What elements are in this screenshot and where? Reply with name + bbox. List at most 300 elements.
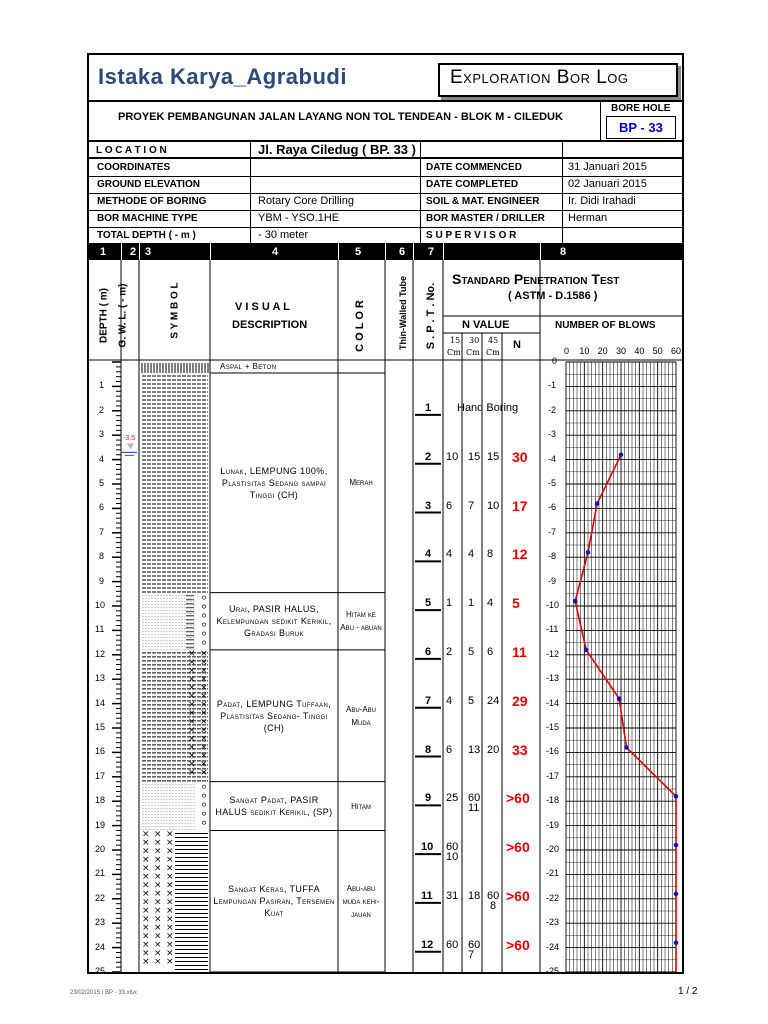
- sand-dot: [185, 793, 186, 794]
- sand-dot: [185, 817, 186, 818]
- depth-label: 13: [95, 673, 106, 684]
- sand-dot: [158, 598, 159, 599]
- sand-dot: [158, 634, 159, 635]
- sand-dot: [149, 637, 150, 638]
- tuff-x-mark: ×: [188, 767, 196, 778]
- sand-dot: [182, 643, 183, 644]
- sand-dot: [152, 814, 153, 815]
- tuff-x-mark: ×: [200, 657, 208, 668]
- location-label: L O C A T I O N: [96, 145, 167, 156]
- tuff-x-mark: ×: [188, 682, 196, 693]
- sand-dot: [158, 811, 159, 812]
- info-value-right: Ir. Didi Irahadi: [568, 195, 636, 207]
- sand-dot: [194, 784, 195, 785]
- tuff-x-mark: ×: [154, 829, 162, 840]
- spt-n-total: >60: [506, 887, 530, 904]
- gravel-circle: [202, 821, 205, 824]
- sand-dot: [152, 616, 153, 617]
- depth-label: 2: [99, 404, 105, 415]
- symbol-header: S Y M B O L: [169, 282, 181, 339]
- sand-dot: [191, 625, 192, 626]
- tuff-x-mark: ×: [188, 665, 196, 676]
- sand-dot: [170, 817, 171, 818]
- sand-dot: [191, 826, 192, 827]
- sand-dot: [182, 625, 183, 626]
- sand-dot: [179, 598, 180, 599]
- sand-dot: [191, 604, 192, 605]
- sand-dot: [188, 790, 189, 791]
- layer-description: Urai, PASIR HALUS, Kelempungan sedikit Kerikil, Gradasi Buruk: [216, 604, 332, 639]
- sand-dot: [173, 613, 174, 614]
- sand-dot: [158, 820, 159, 821]
- info-label-left: METHODE OF BORING: [97, 196, 207, 207]
- spt-n15: 25: [446, 792, 459, 805]
- sand-dot: [158, 595, 159, 596]
- layer-description: Aspal + Beton: [220, 362, 277, 371]
- spt-n15: 1: [446, 597, 453, 610]
- sand-dot: [194, 823, 195, 824]
- sand-dot: [194, 793, 195, 794]
- spt-n30: 5: [468, 645, 475, 658]
- sand-dot: [161, 811, 162, 812]
- spt-number: 6: [425, 645, 432, 658]
- sand-dot: [161, 625, 162, 626]
- sand-dot: [173, 625, 174, 626]
- spt-n-total: 30: [512, 448, 528, 465]
- sand-dot: [149, 646, 150, 647]
- neg-depth-label: -9: [548, 575, 557, 586]
- spt-n45: 15: [487, 450, 500, 463]
- sand-dot: [167, 613, 168, 614]
- sand-dot: [173, 799, 174, 800]
- sand-dot: [149, 787, 150, 788]
- sand-dot: [146, 625, 147, 626]
- sand-dot: [194, 604, 195, 605]
- sand-dot: [167, 805, 168, 806]
- sand-dot: [155, 631, 156, 632]
- blow-tick-label: 30: [616, 346, 627, 356]
- sand-dot: [158, 799, 159, 800]
- neg-depth-label: -25: [546, 966, 560, 976]
- sand-dot: [167, 619, 168, 620]
- sand-dot: [143, 604, 144, 605]
- sand-dot: [161, 784, 162, 785]
- sand-dot: [191, 613, 192, 614]
- sand-dot: [188, 601, 189, 602]
- sand-dot: [176, 829, 177, 830]
- sand-dot: [170, 637, 171, 638]
- sand-dot: [179, 640, 180, 641]
- sand-dot: [179, 613, 180, 614]
- sand-dot: [194, 799, 195, 800]
- sand-dot: [146, 793, 147, 794]
- sand-dot: [155, 619, 156, 620]
- neg-depth-label: -8: [548, 551, 557, 562]
- sand-dot: [191, 823, 192, 824]
- sand-dot: [158, 604, 159, 605]
- sand-dot: [161, 628, 162, 629]
- gwl-triangle-icon: [127, 443, 134, 449]
- company-name: Istaka Karya_Agrabudi: [98, 64, 347, 89]
- info-value-right: Herman: [568, 212, 608, 224]
- sand-dot: [146, 790, 147, 791]
- spt-n30: 15: [468, 450, 481, 463]
- sand-dot: [170, 826, 171, 827]
- sand-dot: [146, 802, 147, 803]
- sand-dot: [152, 817, 153, 818]
- sand-dot: [149, 634, 150, 635]
- sand-dot: [179, 796, 180, 797]
- sand-dot: [194, 601, 195, 602]
- tuff-x-mark: ×: [200, 691, 208, 702]
- sand-dot: [143, 607, 144, 608]
- sand-dot: [182, 802, 183, 803]
- sand-dot: [167, 814, 168, 815]
- depth-label: 15: [95, 722, 106, 732]
- tuff-x-mark: ×: [142, 939, 150, 950]
- sand-dot: [155, 616, 156, 617]
- sand-dot: [152, 604, 153, 605]
- tuff-x-mark: ×: [166, 922, 174, 933]
- tuff-x-mark: ×: [142, 846, 150, 857]
- sand-dot: [173, 598, 174, 599]
- sand-dot: [176, 823, 177, 824]
- layer-color: Hitam: [351, 801, 371, 811]
- sand-dot: [155, 646, 156, 647]
- sand-dot: [158, 601, 159, 602]
- spt-n-total: 17: [512, 497, 528, 514]
- sand-dot: [155, 820, 156, 821]
- neg-depth-label: -22: [546, 892, 560, 903]
- sand-dot: [158, 823, 159, 824]
- sand-dot: [155, 643, 156, 644]
- sand-dot: [170, 814, 171, 815]
- sand-dot: [167, 607, 168, 608]
- spt-n45: 8: [487, 548, 494, 561]
- sand-dot: [176, 799, 177, 800]
- info-label-right: S U P E R V I S O R: [426, 230, 517, 241]
- spt-number: 10: [421, 841, 434, 854]
- info-label-right: SOIL & MAT. ENGINEER: [426, 196, 540, 207]
- sand-dot: [179, 637, 180, 638]
- sand-dot: [149, 790, 150, 791]
- sand-dot: [149, 811, 150, 812]
- tuff-x-mark: ×: [188, 725, 196, 736]
- sand-dot: [149, 808, 150, 809]
- info-label-left: COORDINATES: [97, 162, 171, 173]
- gravel-circle: [202, 614, 205, 617]
- sand-dot: [143, 610, 144, 611]
- spt-n30: 60: [468, 938, 481, 951]
- sand-dot: [188, 814, 189, 815]
- sand-dot: [185, 595, 186, 596]
- spt-point: [617, 696, 622, 701]
- sand-dot: [173, 631, 174, 632]
- spt-point: [584, 648, 589, 653]
- sand-dot: [182, 622, 183, 623]
- sand-dot: [191, 637, 192, 638]
- sand-dot: [155, 811, 156, 812]
- sand-dot: [152, 820, 153, 821]
- layer-color: Abu-abu muda kehi- jauan: [342, 883, 380, 919]
- tuff-x-mark: ×: [154, 854, 162, 865]
- gravel-circle: [202, 803, 205, 806]
- sand-dot: [161, 793, 162, 794]
- depth-label: 17: [95, 770, 106, 781]
- sand-dot: [176, 598, 177, 599]
- tuff-x-mark: ×: [166, 837, 174, 848]
- sand-dot: [179, 616, 180, 617]
- sand-dot: [164, 796, 165, 797]
- sand-dot: [164, 601, 165, 602]
- sand-dot: [182, 595, 183, 596]
- sand-dot: [176, 826, 177, 827]
- sand-dot: [179, 811, 180, 812]
- sand-dot: [188, 805, 189, 806]
- sand-dot: [143, 631, 144, 632]
- info-label-left: BOR MACHINE TYPE: [97, 213, 198, 224]
- sand-dot: [179, 820, 180, 821]
- sand-dot: [152, 631, 153, 632]
- tuff-x-mark: ×: [200, 682, 208, 693]
- gwl-label: -3.5: [123, 435, 136, 443]
- sand-dot: [188, 640, 189, 641]
- sand-dot: [143, 649, 144, 650]
- sand-dot: [191, 622, 192, 623]
- neg-depth-label: -7: [548, 526, 557, 537]
- sand-dot: [164, 646, 165, 647]
- sand-dot: [170, 646, 171, 647]
- tuff-x-mark: ×: [188, 716, 196, 727]
- tuff-x-mark: ×: [188, 691, 196, 702]
- sand-dot: [158, 793, 159, 794]
- sand-dot: [164, 811, 165, 812]
- tuff-x-mark: ×: [188, 733, 196, 744]
- blow-tick-label: 60: [671, 346, 682, 356]
- sand-dot: [149, 820, 150, 821]
- sand-dot: [194, 640, 195, 641]
- tuff-x-mark: ×: [154, 837, 162, 848]
- sand-dot: [158, 643, 159, 644]
- n-header: N: [513, 339, 521, 351]
- sand-dot: [173, 616, 174, 617]
- sand-dot: [191, 814, 192, 815]
- sand-dot: [179, 625, 180, 626]
- sand-dot: [173, 595, 174, 596]
- tuff-x-mark: ×: [142, 888, 150, 899]
- sand-dot: [182, 646, 183, 647]
- sand-dot: [176, 640, 177, 641]
- sand-dot: [191, 634, 192, 635]
- sand-dot: [188, 622, 189, 623]
- sand-dot: [149, 610, 150, 611]
- sand-dot: [152, 634, 153, 635]
- tuff-x-mark: ×: [142, 880, 150, 891]
- sand-dot: [167, 649, 168, 650]
- sand-dot: [164, 631, 165, 632]
- tuff-x-mark: ×: [188, 708, 196, 719]
- sand-dot: [179, 631, 180, 632]
- description-header: DESCRIPTION: [232, 319, 308, 331]
- sand-dot: [155, 595, 156, 596]
- sand-dot: [182, 628, 183, 629]
- neg-depth-label: -6: [548, 502, 557, 513]
- depth-label: 23: [95, 917, 106, 928]
- sand-dot: [164, 814, 165, 815]
- sand-dot: [176, 805, 177, 806]
- sand-dot: [158, 628, 159, 629]
- sand-dot: [170, 799, 171, 800]
- sand-dot: [194, 628, 195, 629]
- spt-number: 11: [421, 889, 433, 902]
- sand-dot: [149, 598, 150, 599]
- spt-n-total: >60: [506, 839, 530, 856]
- sand-dot: [188, 796, 189, 797]
- depth-label: 16: [95, 746, 106, 757]
- sand-dot: [173, 784, 174, 785]
- sand-dot: [173, 820, 174, 821]
- sand-dot: [188, 820, 189, 821]
- spt-n15: 10: [446, 450, 459, 463]
- sand-dot: [152, 595, 153, 596]
- sand-dot: [161, 808, 162, 809]
- sand-dot: [176, 604, 177, 605]
- sand-dot: [176, 808, 177, 809]
- neg-depth-label: -14: [546, 697, 560, 708]
- sand-dot: [164, 610, 165, 611]
- sand-dot: [173, 823, 174, 824]
- sand-dot: [164, 817, 165, 818]
- sand-dot: [170, 619, 171, 620]
- sand-dot: [161, 643, 162, 644]
- sand-dot: [158, 646, 159, 647]
- gravel-circle: [202, 794, 205, 797]
- sand-dot: [149, 802, 150, 803]
- sand-dot: [161, 649, 162, 650]
- sand-dot: [191, 820, 192, 821]
- sand-dot: [188, 784, 189, 785]
- spt-point: [573, 599, 578, 604]
- sand-dot: [146, 595, 147, 596]
- spt-n-total: >60: [506, 790, 530, 807]
- sand-dot: [167, 643, 168, 644]
- sand-dot: [188, 787, 189, 788]
- sand-dot: [188, 628, 189, 629]
- sand-dot: [161, 613, 162, 614]
- spt-number: 1: [425, 401, 432, 414]
- sand-dot: [167, 601, 168, 602]
- sand-dot: [182, 631, 183, 632]
- sand-dot: [170, 643, 171, 644]
- sand-dot: [188, 811, 189, 812]
- sand-dot: [167, 784, 168, 785]
- layer-description: Padat, LEMPUNG Tuffaan, Plastisitas Sedang- Tinggi (CH): [216, 698, 332, 733]
- sand-dot: [170, 802, 171, 803]
- spt-point: [674, 940, 679, 945]
- depth-label: 1: [99, 380, 105, 391]
- sand-dot: [179, 826, 180, 827]
- sand-dot: [146, 598, 147, 599]
- tuff-x-mark: ×: [166, 939, 174, 950]
- sand-dot: [179, 601, 180, 602]
- sand-dot: [146, 805, 147, 806]
- sand-dot: [143, 817, 144, 818]
- spt-no-header: S . P . T . No.: [425, 282, 437, 350]
- sand-dot: [179, 808, 180, 809]
- sand-dot: [188, 604, 189, 605]
- sand-dot: [158, 622, 159, 623]
- sand-dot: [194, 616, 195, 617]
- spt-n45: 4: [487, 597, 494, 610]
- sand-dot: [176, 622, 177, 623]
- sand-dot: [173, 628, 174, 629]
- sand-dot: [158, 805, 159, 806]
- sand-dot: [164, 793, 165, 794]
- sand-dot: [176, 814, 177, 815]
- sand-dot: [152, 826, 153, 827]
- tuff-x-mark: ×: [142, 863, 150, 874]
- sand-dot: [155, 802, 156, 803]
- info-value-right: 31 Januari 2015: [568, 161, 647, 173]
- neg-depth-label: -5: [548, 478, 557, 488]
- sand-dot: [179, 622, 180, 623]
- sand-dot: [167, 640, 168, 641]
- sand-dot: [191, 805, 192, 806]
- sand-dot: [185, 628, 186, 629]
- sand-dot: [185, 796, 186, 797]
- sand-dot: [167, 598, 168, 599]
- sand-dot: [143, 787, 144, 788]
- sand-dot: [146, 799, 147, 800]
- sand-dot: [152, 622, 153, 623]
- sand-dot: [164, 604, 165, 605]
- neg-depth-label: -11: [546, 624, 559, 635]
- doc-title: Exploration Bor Log: [450, 67, 629, 88]
- sand-dot: [152, 808, 153, 809]
- sand-dot: [143, 808, 144, 809]
- sand-dot: [161, 604, 162, 605]
- neg-depth-label: -2: [548, 404, 557, 415]
- sand-dot: [149, 628, 150, 629]
- sand-dot: [173, 601, 174, 602]
- sand-dot: [152, 811, 153, 812]
- sand-dot: [182, 829, 183, 830]
- sand-dot: [185, 637, 186, 638]
- tuff-x-mark: ×: [142, 956, 150, 967]
- cm-header-2: Cm: [466, 348, 480, 357]
- layer-description: Sangat Keras, TUFFA Lempungan Pasiran, Tersemen Kuat: [213, 884, 335, 919]
- sand-dot: [173, 622, 174, 623]
- sand-dot: [146, 826, 147, 827]
- sand-dot: [191, 646, 192, 647]
- spt-n15: 31: [446, 889, 459, 902]
- spt-n-total: >60: [506, 936, 530, 953]
- sand-dot: [182, 604, 183, 605]
- sand-dot: [176, 796, 177, 797]
- sand-dot: [152, 787, 153, 788]
- sand-dot: [182, 808, 183, 809]
- gravel-circle: [202, 605, 205, 608]
- sand-dot: [146, 817, 147, 818]
- tuff-x-mark: ×: [154, 871, 162, 882]
- spt-sub-value: 11: [468, 802, 480, 815]
- sand-dot: [191, 829, 192, 830]
- sand-dot: [146, 820, 147, 821]
- sand-dot: [167, 604, 168, 605]
- sand-dot: [158, 610, 159, 611]
- tuff-x-mark: ×: [166, 888, 174, 899]
- tuff-x-mark: ×: [154, 914, 162, 925]
